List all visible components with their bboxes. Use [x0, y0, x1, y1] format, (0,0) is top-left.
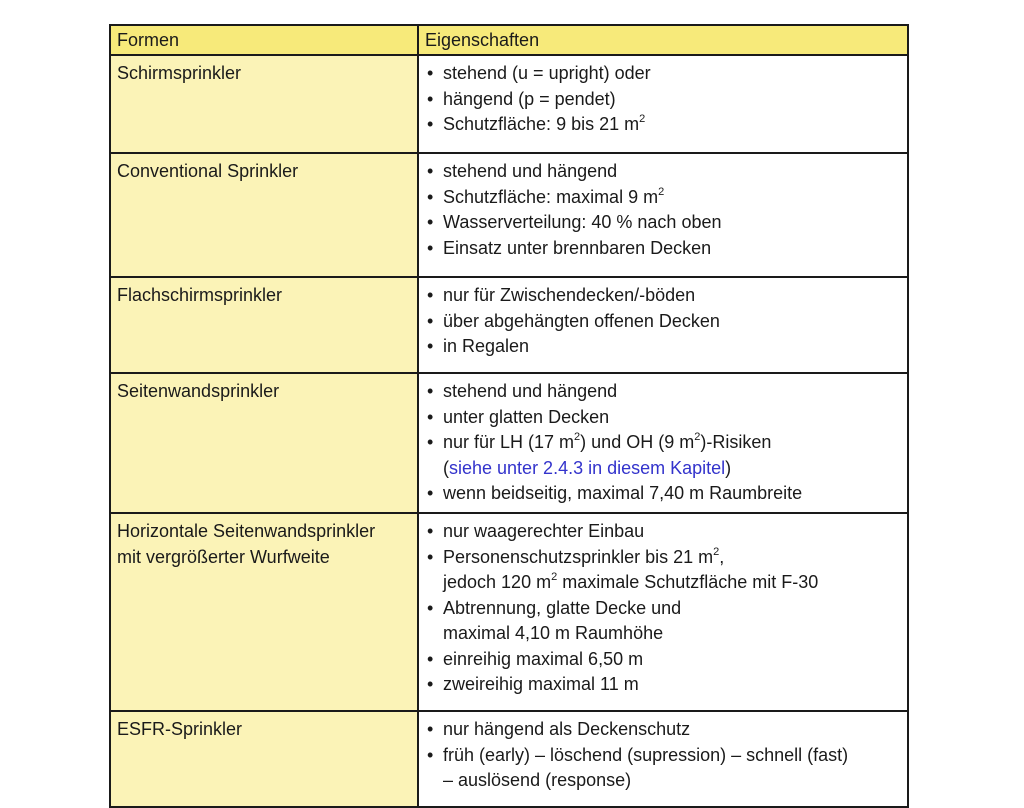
form-cell: Schirmsprinkler: [110, 55, 418, 153]
superscript: 2: [639, 113, 646, 125]
bullet-icon: •: [427, 186, 434, 207]
property-text: zweireihig maximal 11 m: [443, 674, 639, 694]
bullet-icon: •: [427, 381, 434, 401]
property-text: nur für LH (17 m: [443, 432, 575, 452]
table-header-row: [110, 25, 908, 55]
property-text: über abgehängten offenen Decken: [443, 310, 720, 331]
form-cell: Conventional Sprinkler: [110, 153, 418, 277]
list-item: [425, 61, 901, 87]
form-line: Horizontale Seitenwandsprinkler: [117, 521, 376, 541]
property-text: einreihig maximal 6,50 m: [443, 648, 644, 669]
list-item: [425, 596, 901, 647]
properties-cell: [418, 513, 908, 711]
property-text: unter glatten Decken: [443, 406, 610, 427]
list-item: [425, 185, 901, 211]
list-item: [425, 430, 901, 481]
header-eigenschaften: Eigenschaften: [418, 25, 908, 55]
bullet-icon: •: [427, 719, 434, 739]
superscript: 2: [658, 185, 665, 198]
bullet-icon: •: [427, 648, 434, 669]
bullet-icon: •: [427, 336, 434, 356]
list-item: [425, 545, 901, 596]
list-item: [425, 87, 901, 113]
list-item: [425, 405, 901, 431]
property-text: nur für Zwischendecken/-böden: [443, 285, 696, 305]
form-cell: ESFR-Sprinkler: [110, 711, 418, 807]
property-text: nur waagerechter Einbau: [443, 521, 645, 541]
paren-close: ): [725, 457, 732, 478]
property-text: hängend (p = pendet): [443, 88, 616, 109]
paren-open: (: [443, 457, 449, 478]
bullet-icon: •: [427, 212, 434, 232]
list-item: [425, 112, 901, 138]
bullet-icon: •: [427, 432, 434, 452]
table-row: [110, 153, 908, 277]
bullet-icon: •: [427, 63, 434, 83]
properties-cell: [418, 55, 908, 153]
property-text: in Regalen: [443, 336, 530, 356]
property-text: nur hängend als Deckenschutz: [443, 719, 691, 739]
continuation-line: [443, 456, 901, 482]
list-item: [425, 672, 901, 698]
sprinkler-table-container: [109, 24, 907, 808]
bullet-icon: •: [427, 237, 434, 258]
form-line: mit vergrößerter Wurfweite: [117, 546, 330, 567]
table-row: [110, 277, 908, 373]
properties-cell: [418, 373, 908, 513]
list-item: [425, 334, 901, 360]
list-item: [425, 309, 901, 335]
list-item: [425, 519, 901, 545]
continuation-line: – auslösend (response): [443, 770, 632, 790]
header-formen: Formen: [110, 25, 418, 55]
property-text: stehend und hängend: [443, 381, 618, 401]
property-text: ) und OH (9 m: [580, 432, 695, 452]
list-item: [425, 647, 901, 673]
property-text: maximale Schutzfläche mit F-30: [557, 572, 819, 592]
list-item: [425, 717, 901, 743]
properties-cell: [418, 277, 908, 373]
bullet-icon: •: [427, 114, 434, 134]
property-text: )-Risiken: [700, 432, 772, 452]
property-text: Einsatz unter brennbaren Decken: [443, 237, 712, 258]
property-text: Schutzfläche: maximal 9 m: [443, 186, 659, 207]
bullet-icon: •: [427, 483, 434, 503]
properties-cell: [418, 153, 908, 277]
superscript: 2: [694, 431, 701, 443]
list-item: [425, 236, 901, 262]
property-text: stehend und hängend: [443, 161, 618, 181]
bullet-icon: •: [427, 521, 434, 541]
superscript: 2: [574, 431, 581, 443]
list-item: [425, 743, 901, 794]
table-row: [110, 711, 908, 807]
property-text: Abtrennung, glatte Decke und: [443, 597, 682, 618]
bullet-icon: •: [427, 546, 434, 567]
form-cell: [110, 513, 418, 711]
table-row: [110, 513, 908, 711]
superscript: 2: [713, 545, 720, 558]
property-text: wenn beidseitig, maximal 7,40 m Raumbreite: [443, 483, 803, 503]
property-text: früh (early) – löschend (supression) – schnell (fast): [443, 744, 849, 765]
property-text: ,: [719, 546, 725, 567]
form-cell: Flachschirmsprinkler: [110, 277, 418, 373]
property-text: Wasserverteilung: 40 % nach oben: [443, 212, 722, 232]
list-item: [425, 159, 901, 185]
continuation-line: [443, 570, 901, 596]
bullet-icon: •: [427, 310, 434, 331]
continuation-line: maximal 4,10 m Raumhöhe: [443, 623, 664, 643]
property-text: Schutzfläche: 9 bis 21 m: [443, 114, 640, 134]
bullet-icon: •: [427, 285, 434, 305]
list-item: [425, 283, 901, 309]
chapter-reference-link[interactable]: siehe unter 2.4.3 in diesem Kapitel: [449, 457, 726, 478]
property-text: jedoch 120 m: [443, 572, 552, 592]
bullet-icon: •: [427, 88, 434, 109]
table-row: [110, 55, 908, 153]
form-cell: Seitenwandsprinkler: [110, 373, 418, 513]
bullet-icon: •: [427, 744, 434, 765]
properties-cell: [418, 711, 908, 807]
superscript: 2: [551, 571, 558, 583]
list-item: [425, 481, 901, 507]
bullet-icon: •: [427, 161, 434, 181]
list-item: [425, 210, 901, 236]
table-row: [110, 373, 908, 513]
property-text: Personenschutzsprinkler bis 21 m: [443, 546, 714, 567]
property-text: stehend (u = upright) oder: [443, 63, 651, 83]
bullet-icon: •: [427, 674, 434, 694]
bullet-icon: •: [427, 597, 434, 618]
list-item: [425, 379, 901, 405]
bullet-icon: •: [427, 406, 434, 427]
sprinkler-forms-table: [109, 24, 909, 808]
